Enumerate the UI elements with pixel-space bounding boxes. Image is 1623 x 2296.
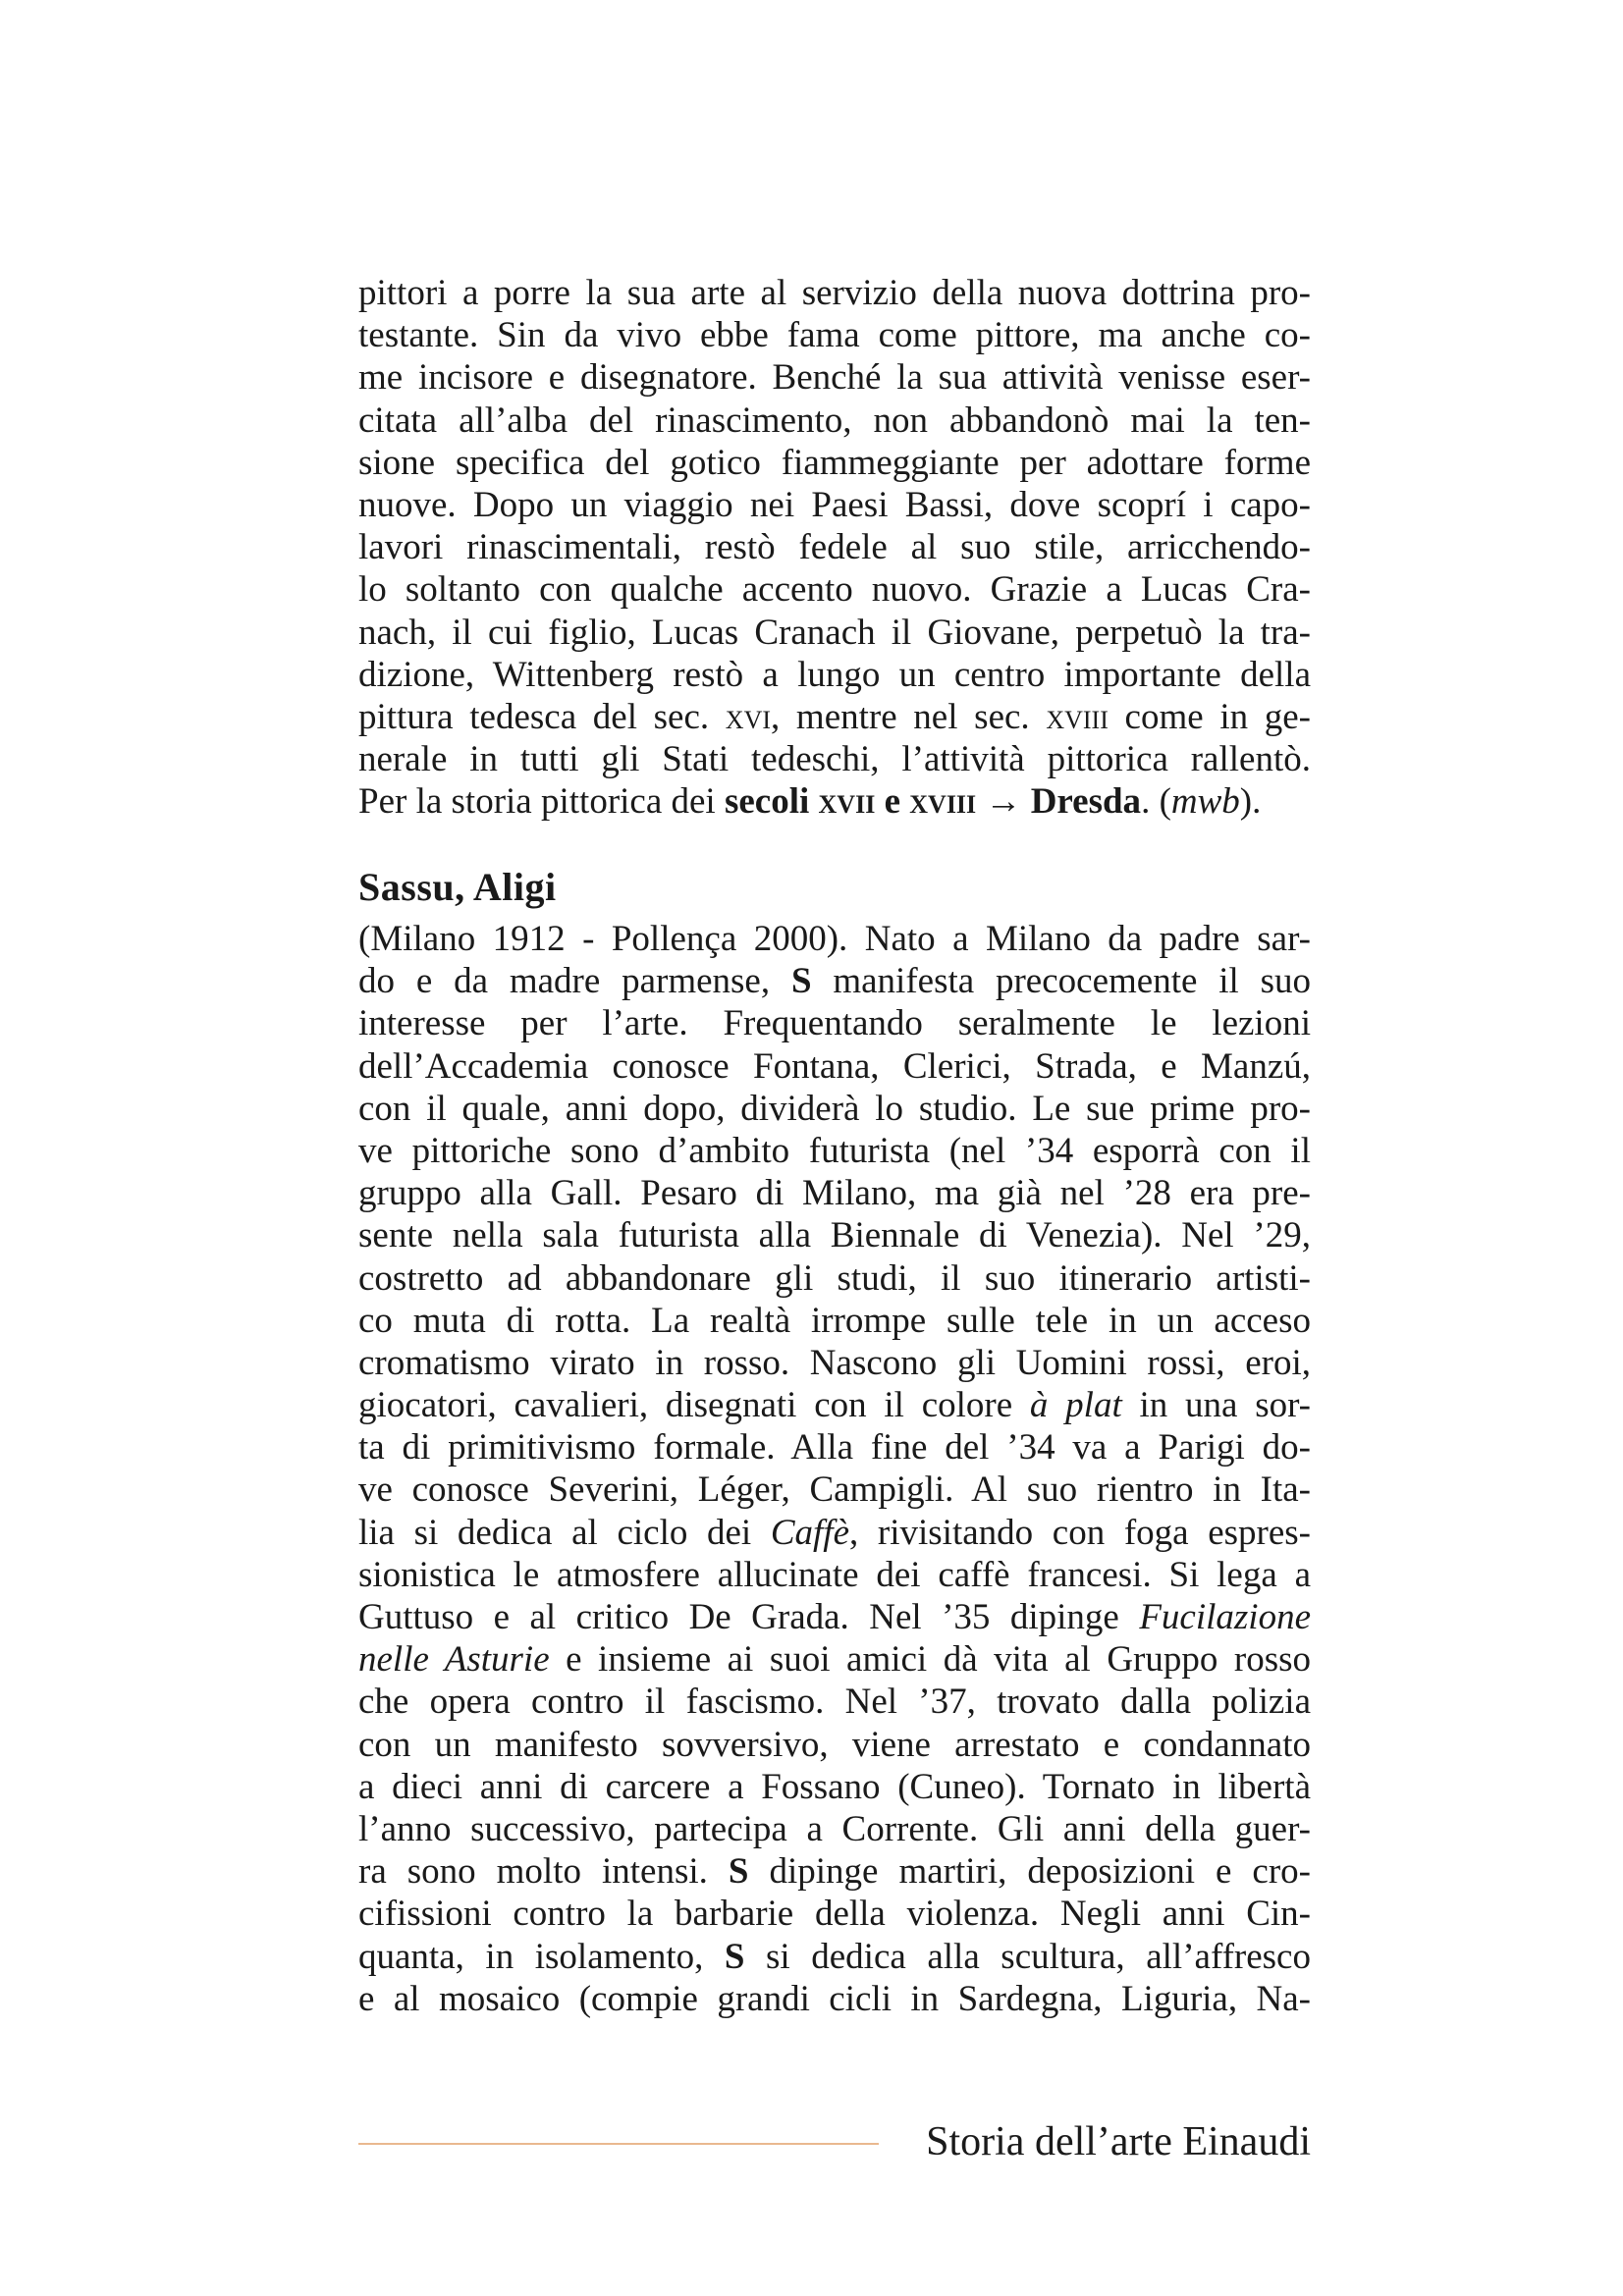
text-line: cifissioni contro la barbarie della violenza. Negli anni Cin- (358, 1894, 1311, 1935)
text-run: . ( (1141, 781, 1171, 823)
text-line: ve pittoriche sono d’ambito futurista (nel ’34 esporrà con il (358, 1130, 1311, 1171)
text-line: cromatismo virato in rosso. Nascono gli Uomini rossi, eroi, (358, 1342, 1311, 1383)
text-line: lavori rinascimentali, restò fedele al suo stile, arricchendo- (358, 527, 1311, 568)
author-initials: mwb (1170, 781, 1240, 823)
text-line: che opera contro il fascismo. Nel ’37, trovato dalla polizia (358, 1682, 1311, 1723)
text-run: dipinge martiri, deposizioni e cro- (748, 1851, 1311, 1893)
footer-rule (358, 2143, 879, 2145)
text-line: costretto ad abbandonare gli studi, il suo itinerario artisti- (358, 1257, 1311, 1299)
text-run: , mentre nel sec. (771, 696, 1047, 737)
abbrev-initial: S (728, 1851, 749, 1893)
abbrev-initial: S (724, 1936, 745, 1977)
text-line: pittori a porre la sua arte al servizio della nuova dottrina pro- (358, 273, 1311, 313)
text-line: gruppo alla Gall. Pesaro di Milano, ma già nel ’28 era pre- (358, 1173, 1311, 1214)
text-run: ra sono molto intensi. (358, 1851, 729, 1893)
entry-heading: Sassu, Aligi (358, 865, 557, 909)
entry-body-text (358, 918, 1311, 2020)
cross-reference: Dresda (1030, 781, 1142, 823)
text-run: giocatori, cavalieri, disegnati con il colore (358, 1385, 1030, 1426)
text-run: e insieme ai suoi amici dà vita al Gruppo rosso (549, 1639, 1311, 1681)
text-line: a dieci anni di carcere a Fossano (Cuneo). Tornato in libertà (358, 1766, 1311, 1807)
text-line: sente nella sala futurista alla Biennale di Venezia). Nel ’29, (358, 1215, 1311, 1256)
text-line: citata all’alba del rinascimento, non abbandonò mai la ten- (358, 400, 1311, 441)
cross-reference: xviii (909, 781, 977, 823)
text-line: l’anno successivo, partecipa a Corrente. Gli anni della guer- (358, 1808, 1311, 1849)
text-line: nuove. Dopo un viaggio nei Paesi Bassi, dove scoprí i capo- (358, 484, 1311, 525)
text-line (358, 1512, 1311, 1554)
text-line (358, 696, 1311, 738)
artwork-title: nelle Asturie (358, 1639, 550, 1681)
text-line: e al mosaico (compie grandi cicli in Sardegna, Liguria, Na- (358, 1978, 1311, 2019)
text-line: sionistica le atmosfere allucinate dei caffè francesi. Si lega a (358, 1554, 1311, 1595)
text-line: interesse per l’arte. Frequentando seralmente le lezioni (358, 1003, 1311, 1044)
italic-term: à plat (1029, 1385, 1122, 1426)
text-run: pittura tedesca del sec. (358, 696, 726, 737)
artwork-title: Fucilazione (1139, 1597, 1311, 1637)
text-line (358, 1638, 1311, 1681)
text-line: ta di primitivismo formale. Alla fine del ’34 va a Parigi do- (358, 1427, 1311, 1468)
text-line: ve conosce Severini, Léger, Campigli. Al suo rientro in Ita- (358, 1469, 1311, 1511)
text-line: me incisore e disegnatore. Benché la sua attività venisse eser- (358, 357, 1311, 399)
cross-reference: secoli (724, 781, 819, 823)
text-line: (Milano 1912 - Pollença 2000). Nato a Milano da padre sar- (358, 919, 1311, 959)
text-run: Guttuso e al critico De Grada. Nel ’35 dipinge (358, 1597, 1140, 1637)
cross-reference: xvii (818, 781, 876, 823)
text-run: Per la storia pittorica dei (358, 781, 725, 823)
century-numeral: xviii (1046, 696, 1109, 737)
text-run: come in ge- (1108, 696, 1312, 737)
text-line: con il quale, anni dopo, dividerà lo studio. Le sue prime pro- (358, 1088, 1311, 1129)
text-line (358, 1596, 1311, 1638)
previous-entry-text (358, 272, 1311, 823)
text-line: dizione, Wittenberg restò a lungo un centro importante della (358, 654, 1311, 695)
cross-reference: e (875, 781, 910, 823)
text-run: do e da madre parmense, (358, 961, 791, 1002)
text-line: dell’Accademia conosce Fontana, Clerici, Strada, e Manzú, (358, 1045, 1311, 1087)
text-line: nerale in tutti gli Stati tedeschi, l’attività pittorica rallentò. (358, 739, 1311, 780)
text-line (358, 1936, 1311, 1978)
text-line: lo soltanto con qualche accento nuovo. Grazie a Lucas Cra- (358, 569, 1311, 611)
text-line: testante. Sin da vivo ebbe fama come pittore, ma anche co- (358, 315, 1311, 356)
text-line: co muta di rotta. La realtà irrompe sulle tele in un acceso (358, 1300, 1311, 1341)
text-run: lia si dedica al ciclo dei (358, 1512, 771, 1553)
text-run: si dedica alla scultura, all’affresco (744, 1936, 1311, 1977)
text-run: in una sor- (1121, 1385, 1312, 1426)
text-line: sione specifica del gotico fiammeggiante per adottare forme (358, 442, 1311, 483)
arrow-icon: → (976, 781, 1031, 823)
text-run: quanta, in isolamento, (358, 1936, 725, 1977)
text-line (358, 960, 1311, 1002)
text-line (358, 780, 1311, 823)
text-line (358, 1850, 1311, 1893)
footer-title: Storia dell’arte Einaudi (926, 2119, 1311, 2164)
abbrev-initial: S (790, 961, 812, 1002)
text-line: con un manifesto sovversivo, viene arrestato e condannato (358, 1724, 1311, 1765)
text-run: ). (1239, 781, 1262, 823)
text-line (358, 1384, 1311, 1426)
century-numeral: xvi (725, 696, 772, 737)
text-line: nach, il cui figlio, Lucas Cranach il Giovane, perpetuò la tra- (358, 612, 1311, 653)
text-run: manifesta precocemente il suo (811, 961, 1312, 1002)
artwork-title: Caffè (770, 1512, 849, 1553)
text-run: , rivisitando con foga espres- (849, 1512, 1311, 1553)
